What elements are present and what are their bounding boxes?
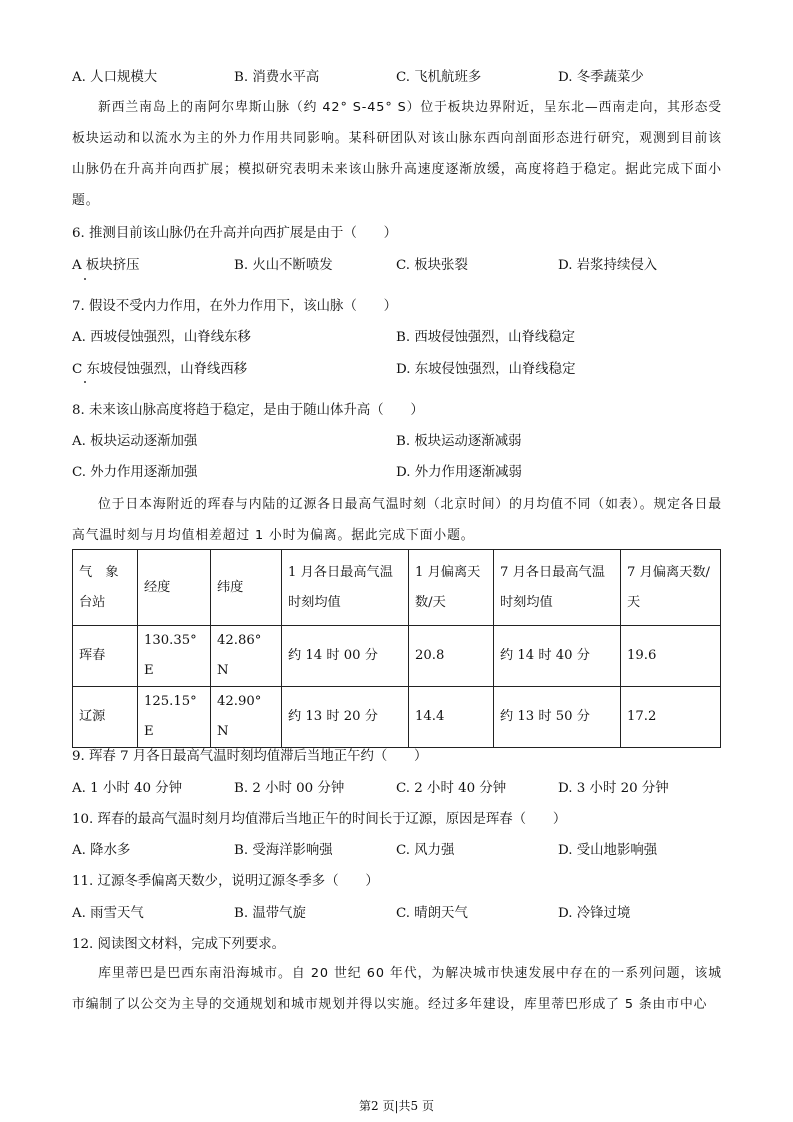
table-header-cell: 经度 bbox=[138, 550, 211, 626]
q9-option-c: C. 2 小时 40 分钟 bbox=[396, 781, 507, 796]
table-header-cell: 1 月偏离天数/天 bbox=[409, 550, 494, 626]
table-header-row bbox=[73, 550, 721, 626]
table-header-cell: 气 象台站 bbox=[73, 550, 138, 626]
passage-curitiba-text: 库里蒂巴是巴西东南沿海城市。自 20 世纪 60 年代，为解决城市快速发展中存在的一系列问题，该城市编制了以公交为主导的交通规划和城市规划并得以实施。经过多年建设，库里蒂巴形成了 5 条由市中心 bbox=[72, 966, 722, 1012]
decorative-dot bbox=[84, 278, 86, 280]
table-cell: 19.6 bbox=[621, 626, 721, 687]
table-cell: 42.90° N bbox=[211, 687, 282, 748]
table-cell: 珲春 bbox=[73, 626, 138, 687]
q12-stem: 12. 阅读图文材料，完成下列要求。 bbox=[72, 937, 286, 952]
passage-curitiba bbox=[72, 958, 722, 1020]
q11-option-d: D. 冷锋过境 bbox=[558, 906, 631, 921]
q5-option-d: D. 冬季蔬菜少 bbox=[558, 70, 644, 85]
q5-option-a: A. 人口规模大 bbox=[72, 70, 158, 85]
table-header-cell: 1 月各日最高气温时刻均值 bbox=[282, 550, 409, 626]
q7-option-b: B. 西坡侵蚀强烈，山脊线稳定 bbox=[396, 330, 576, 345]
q11-option-c: C. 晴朗天气 bbox=[396, 906, 468, 921]
table-cell: 17.2 bbox=[621, 687, 721, 748]
q7-option-c: C 东坡侵蚀强烈，山脊线西移 bbox=[72, 362, 248, 377]
q10-stem: 10. 珲春的最高气温时刻月均值滞后当地正午的时间长于辽源，原因是珲春（ ） bbox=[72, 812, 567, 827]
table-row bbox=[73, 687, 721, 748]
q9-option-a: A. 1 小时 40 分钟 bbox=[72, 781, 183, 796]
q8-stem: 8. 未来该山脉高度将趋于稳定，是由于随山体升高（ ） bbox=[72, 403, 424, 418]
q10-option-c: C. 风力强 bbox=[396, 843, 455, 858]
q7-option-d: D. 东坡侵蚀强烈，山脊线稳定 bbox=[396, 362, 576, 377]
q9-stem: 9. 珲春 7 月各日最高气温时刻均值滞后当地正午约（ ） bbox=[72, 749, 428, 764]
table-cell: 约 14 时 40 分 bbox=[494, 626, 621, 687]
table-cell: 20.8 bbox=[409, 626, 494, 687]
q11-option-b: B. 温带气旋 bbox=[234, 906, 306, 921]
q8-option-d: D. 外力作用逐渐减弱 bbox=[396, 465, 522, 480]
q8-option-c: C. 外力作用逐渐加强 bbox=[72, 465, 198, 480]
q10-option-b: B. 受海洋影响强 bbox=[234, 843, 333, 858]
table-cell: 辽源 bbox=[73, 687, 138, 748]
q6-option-d: D. 岩浆持续侵入 bbox=[558, 258, 658, 273]
table-header-cell: 7 月偏离天数/天 bbox=[621, 550, 721, 626]
q8-option-b: B. 板块运动逐渐减弱 bbox=[396, 434, 522, 449]
q6-option-c: C. 板块张裂 bbox=[396, 258, 468, 273]
q6-stem: 6. 推测目前该山脉仍在升高并向西扩展是由于（ ） bbox=[72, 226, 398, 241]
passage-mountains-text: 新西兰南岛上的南阿尔卑斯山脉（约 42° S-45° S）位于板块边界附近，呈东北—西南走向，其形态受板块运动和以流水为主的外力作用共同影响。某科研团队对该山脉东西向剖面形态进行研究，观测到目前该山脉仍在升高并向西扩展；模拟研究表明未来该山脉升高速度逐渐放缓，高度将趋于稳定。据此完成下面小题。 bbox=[72, 100, 722, 208]
table-cell: 130.35° E bbox=[138, 626, 211, 687]
q11-stem: 11. 辽源冬季偏离天数少，说明辽源冬季多（ ） bbox=[72, 874, 379, 889]
q5-option-b: B. 消费水平高 bbox=[234, 70, 320, 85]
passage-mountains bbox=[72, 92, 722, 216]
q7-option-a: A. 西坡侵蚀强烈，山脊线东移 bbox=[72, 330, 251, 345]
table-cell: 约 14 时 00 分 bbox=[282, 626, 409, 687]
passage-temperature-text: 位于日本海附近的珲春与内陆的辽源各日最高气温时刻（北京时间）的月均值不同（如表）。规定各日最高气温时刻与月均值相差超过 1 小时为偏离。据此完成下面小题。 bbox=[72, 497, 722, 543]
q11-option-a: A. 雨雪天气 bbox=[72, 906, 144, 921]
table-cell: 约 13 时 50 分 bbox=[494, 687, 621, 748]
weather-station-table bbox=[72, 549, 721, 748]
table-row bbox=[73, 626, 721, 687]
q6-option-a: A 板块挤压 bbox=[72, 258, 140, 273]
q9-option-d: D. 3 小时 20 分钟 bbox=[558, 781, 669, 796]
q5-option-c: C. 飞机航班多 bbox=[396, 70, 482, 85]
table-cell: 约 13 时 20 分 bbox=[282, 687, 409, 748]
table-cell: 125.15° E bbox=[138, 687, 211, 748]
table-header-cell: 7 月各日最高气温时刻均值 bbox=[494, 550, 621, 626]
q9-option-b: B. 2 小时 00 分钟 bbox=[234, 781, 345, 796]
q6-option-b: B. 火山不断喷发 bbox=[234, 258, 333, 273]
passage-temperature bbox=[72, 489, 722, 551]
table-cell: 14.4 bbox=[409, 687, 494, 748]
table-cell: 42.86° N bbox=[211, 626, 282, 687]
q10-option-a: A. 降水多 bbox=[72, 843, 131, 858]
q7-stem: 7. 假设不受内力作用，在外力作用下，该山脉（ ） bbox=[72, 299, 398, 314]
page-footer: 第2 页|共5 页 bbox=[359, 1099, 434, 1113]
q10-option-d: D. 受山地影响强 bbox=[558, 843, 658, 858]
table-header-cell: 纬度 bbox=[211, 550, 282, 626]
q8-option-a: A. 板块运动逐渐加强 bbox=[72, 434, 198, 449]
decorative-dot bbox=[84, 381, 86, 383]
